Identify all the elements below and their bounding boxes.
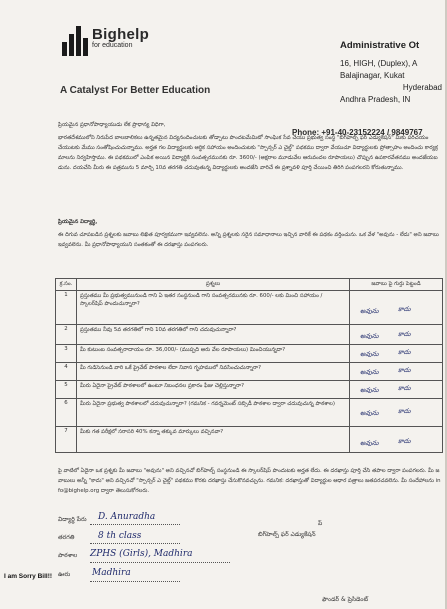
address-line-1: 16, HIGH, (Duplex), A <box>340 59 418 68</box>
overlay-caption: I am Sorry Bill!! <box>4 573 53 580</box>
row-answer[interactable] <box>350 325 443 345</box>
answer-yes: అవును <box>360 332 379 340</box>
address-line-2: Balajinagar, Kukat <box>340 71 405 80</box>
school-value[interactable]: ZPHS (Girls), Madhira <box>90 549 193 559</box>
row-question: మీకు గత పరీక్షలో సరాసరి 40% కన్నా తక్కువ మార్కులు వచ్చినవా? <box>77 427 350 453</box>
phone-number: Phone: +91-40-23152224 / 9849767 <box>292 128 423 137</box>
row-question: ప్రస్తుతము మీ ప్రభుత్వమునుండి గాని ఏ ఇతర సంస్థనుండి గాని సంవత్సరమునకు రూ. 600/- లకు మించి సహాయం / స్కాలర్‌షిప్ పొందుచున్నారా? <box>77 291 350 325</box>
answer-no: కాదు <box>398 437 411 445</box>
row-answer[interactable] <box>350 363 443 381</box>
address-line-3: Hyderabad <box>402 83 442 92</box>
student-name-label: విద్యార్థి పేరు <box>58 516 87 523</box>
answer-yes: అవును <box>360 350 379 358</box>
row-number: 3 <box>56 345 77 363</box>
row-answer[interactable] <box>350 345 443 363</box>
school-label: పాఠశాల <box>58 552 78 559</box>
row-question: మీ కుటుంబ సంవత్సరాదాయం రూ. 36,000/- (ముప్పది ఆరు వేల రూపాయలు) మించియున్నదా? <box>77 345 350 363</box>
row-answer[interactable] <box>350 427 443 453</box>
student-name-value[interactable]: D. Anuradha <box>98 512 156 522</box>
address-line-4: Andhra Pradesh, IN <box>340 95 411 104</box>
row-question: మీ గుడిసెనుండి వారి ఒకే ప్రైవేట్ పాఠశాల లేదా నివాస గృహములో నివసించుచున్నారా? <box>77 363 350 381</box>
place-label: ఊరు <box>58 571 71 578</box>
answer-no: కాదు <box>398 330 411 338</box>
col-answer-header: జవాబు పై గుర్తు పెట్టండి <box>350 279 443 291</box>
row-number: 2 <box>56 325 77 345</box>
letter-body: భారతదేశములోని నిరుపేద బాలబాలికలు ఉన్నతమైన విద్యనందించుటకు తోడ్పాటు పొందటమేమిటో సాంఘిక సేవ చేయు ప్రభుత్వ సంస్థ "బిగ్‌హెల్ప్ ఫర్ ఎడ్యుకేషన్" మీకు పరిచయం చేయుటకు మేము సంతోషించుచున్నాము. అర్హత గల విద్యార్థులకు ఆర్థిక సహాయం అందించుటకు "స్పాన్సర్ ఎ చైల్డ్" పథకము ద్వారా వేయుచూ విద్యార్థులకు ప్రోత్సాహం అందించు కార్యక్రమాలను నిర్వహిస్తాము. ఈ పథకములో ఎంపిక అయిన విద్యార్థికి సంవత్సరమునకు రూ. 3600/- (అక్షరాల మూడువేల ఆరువందల రూపాయలు) చొప్పున ఉపకారవేతనము అందజేయబడును. దయచేసి మీరు ఈ పత్రమును 5 మార్చి 10వ తరగతి చదువుతున్న విద్యార్థులకు అందజేసి వారిచే ఈ ప్రశ్నావళి పూర్తి చేయించి తిరిగి పంపగలరని కోరుతున్నాము. <box>58 135 438 171</box>
row-question: ప్రస్తుతము నీవు 5వ తరగతిలో గాని 10వ తరగతిలో గాని చదువుచున్నారా? <box>77 325 350 345</box>
answer-yes: అవును <box>360 307 379 315</box>
table-header-row <box>56 279 443 291</box>
answer-no: కాదు <box>398 407 411 415</box>
row-number: 4 <box>56 363 77 381</box>
footer-instructions: పై వాటిలో ఏదైనా ఒక ప్రశ్నకు మీ జవాబు "అవును" అని వచ్చినచో బిగ్‌హెల్ప్ సంస్థనుండి ఈ స్కాలర్‌షిప్ పొందుటకు అర్హత లేదు. ఈ దరఖాస్తు పూర్తి చేసి తపాల ద్వారా పంపగలరు. మీ జవాబులు అన్నీ "కాదు" అని వచ్చినచో "స్పాన్సర్ ఎ చైల్డ్" పథకము కొరకు దరఖాస్తు చేసుకొనవచ్చును. గమనిక: దరఖాస్తుతో విద్యార్థుల ఆధార పత్రాలు జతపరచవలెను. మీ సందేహాలను info@bighelp.org ద్వారా తెలుసుకోగలరు. <box>58 468 441 494</box>
answer-yes: అవును <box>360 368 379 376</box>
row-number: 5 <box>56 381 77 399</box>
place-line <box>90 581 180 582</box>
row-question: మీరు ఏదైనా ప్రభుత్వ పాఠశాలలో చదువుచున్నారా? (గమనిక - గవర్నమెంట్ సబ్సిడీ పాఠశాల ద్వారా చదువుచున్న పాఠశాల) <box>77 399 350 427</box>
table-row <box>56 291 443 325</box>
row-number: 6 <box>56 399 77 427</box>
answer-yes: అవును <box>360 386 379 394</box>
student-instructions: ఈ దిగువ చూపబడిన ప్రశ్నలకు జవాబు లిఖిత పూర్వకముగా ఇవ్వవలెను. అన్ని ప్రశ్నలకు సరైన సమాధానాలు ఇచ్చిన వారికే ఈ పథకం వర్తించును. ఒక వేళ "అవును - లేదు" అని జవాబు ఇవ్వవలెను. మీ ప్రధానోపాధ్యాయుని సంతకంతో ఈ దరఖాస్తు పంపగలరు. <box>58 232 439 248</box>
bighelp-logo <box>62 26 149 56</box>
student-name-line <box>90 524 180 525</box>
letter-greeting: ప్రియమైన ప్రధానోపాధ్యాయుడు లేక ప్రాధాన్య విధిగా, <box>58 122 166 128</box>
answer-yes: అవును <box>360 409 379 417</box>
school-line <box>90 562 230 563</box>
row-answer[interactable] <box>350 291 443 325</box>
place-value[interactable]: Madhira <box>92 568 131 578</box>
answer-no: కాదు <box>398 384 411 392</box>
row-answer[interactable] <box>350 399 443 427</box>
student-salutation: ప్రియమైన విద్యార్థి, <box>58 219 98 225</box>
table-row <box>56 427 443 453</box>
answer-no: కాదు <box>398 366 411 374</box>
brand-name: Bighelp <box>92 26 150 43</box>
row-question: మీరు ఏదైనా ప్రైవేట్ పాఠశాలలో ఉంటూ నిబంధనల ప్రకారం ఫీజు చెల్లిస్తున్నారా? <box>77 381 350 399</box>
row-number: 7 <box>56 427 77 453</box>
table-row <box>56 381 443 399</box>
answer-no: కాదు <box>398 348 411 356</box>
organization-signature-label: బిగ్‌హెల్ప్ ఫర్ ఎడ్యుకేషన్ <box>258 531 316 538</box>
table-row <box>56 325 443 345</box>
row-answer[interactable] <box>350 381 443 399</box>
bighelp-logo-icon <box>62 26 88 56</box>
class-value[interactable]: 8 th class <box>98 531 142 541</box>
class-line <box>90 543 180 544</box>
brand-subtitle: for education <box>92 42 133 49</box>
col-question-header: ప్రశ్నలు <box>77 279 350 291</box>
answer-yes: అవును <box>360 439 379 447</box>
founder-label: ఫౌండర్ & ప్రెసిడెంట్ <box>322 596 369 603</box>
row-number: 1 <box>56 291 77 325</box>
class-label: తరగతి <box>58 534 75 541</box>
questions-table <box>55 278 443 453</box>
col-no-header: క్ర.సం. <box>56 279 77 291</box>
office-title: Administrative Ot <box>340 40 420 51</box>
table-row <box>56 399 443 427</box>
table-row <box>56 363 443 381</box>
tagline: A Catalyst For Better Education <box>60 85 211 96</box>
answer-no: కాదు <box>398 305 411 313</box>
signature-mark: ప్ <box>318 520 323 527</box>
table-row <box>56 345 443 363</box>
office-address <box>340 40 447 106</box>
